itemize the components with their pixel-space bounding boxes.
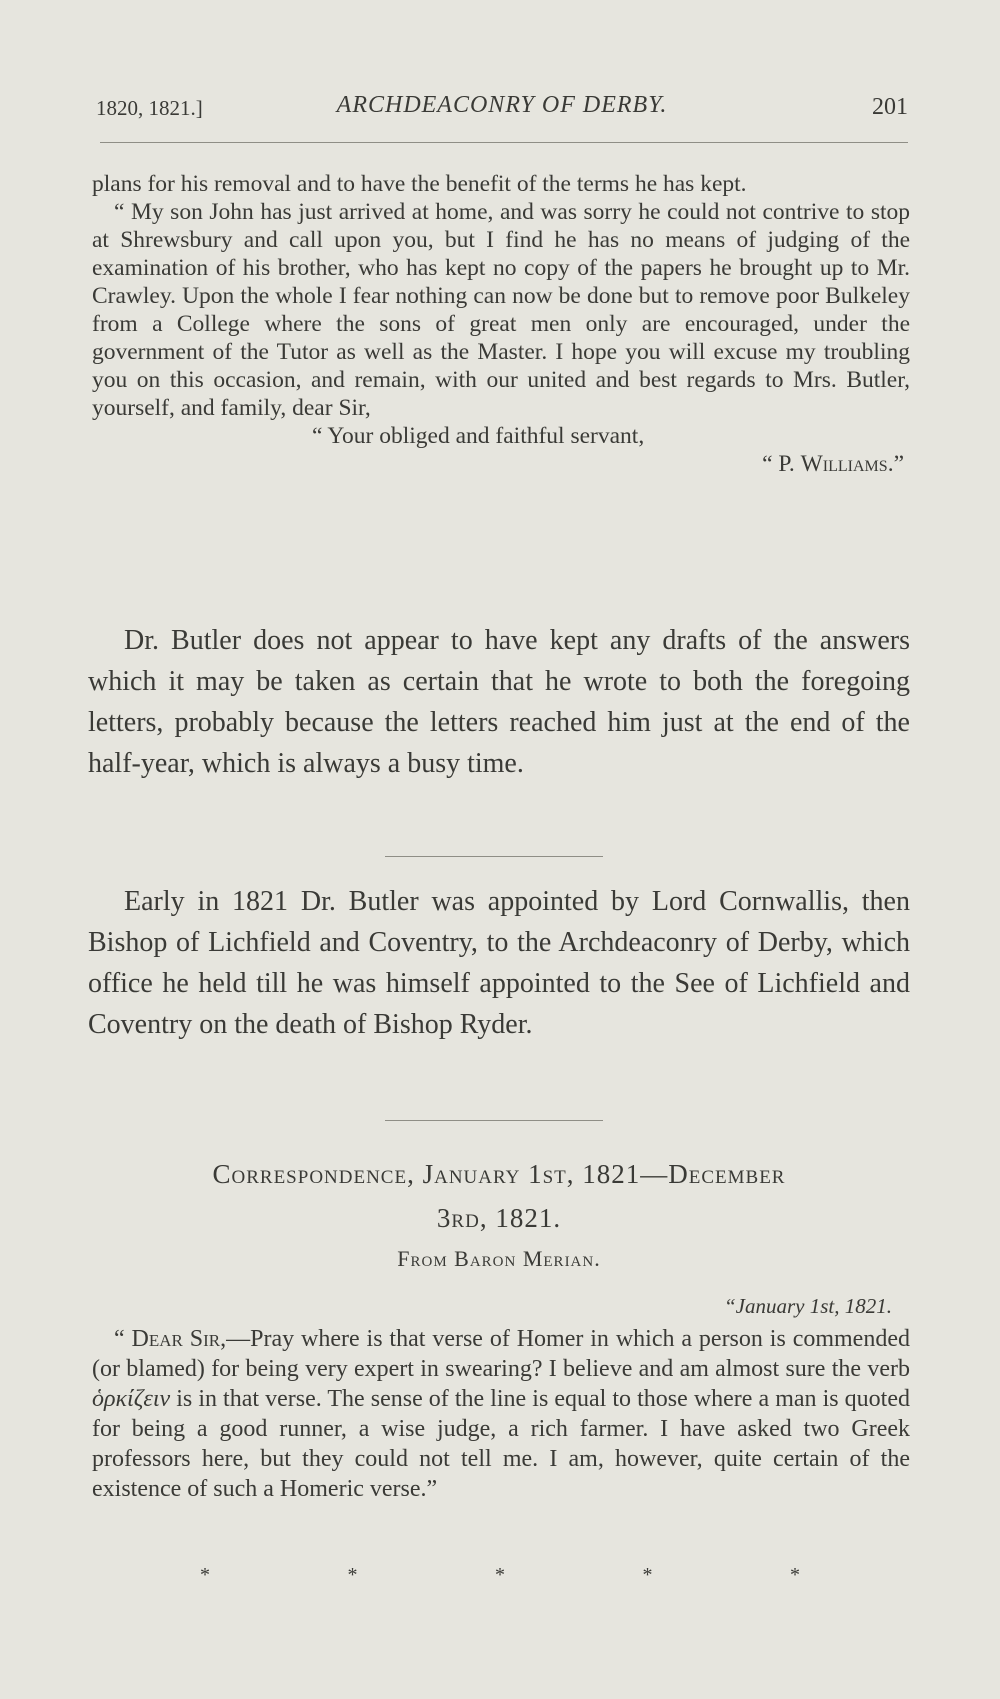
letter-date: “January 1st, 1821. — [724, 1294, 892, 1318]
letter-merian-salutation: “ Dear Sir, — [114, 1326, 227, 1352]
asterisk-ornament: * — [495, 1564, 505, 1586]
section-separator — [385, 856, 603, 857]
letter-williams-paragraph-1: plans for his removal and to have the benefit of the terms he has kept. — [92, 171, 747, 197]
running-head-years: 1820, 1821.] — [96, 96, 203, 120]
running-head — [96, 92, 908, 126]
asterisk-ornament: * — [200, 1564, 210, 1586]
section-separator — [385, 1120, 603, 1121]
letter-merian-body: “ Dear Sir,—Pray where is that verse of Homer in which a person is commended (or blamed) for being very expert in swearing? I believe and am almost sure the verb ὁρκίζειν is in that verse. The sense of the line is equal to those where a man is quoted for being a good runner, a wise judge, a rich farmer. I have asked two Greek professors here, but they could not tell me. I am, however, quite certain of the existence of such a Homeric verse.” — [92, 1326, 910, 1502]
running-head-title: ARCHDEACONRY OF DERBY. — [336, 92, 668, 118]
narrative-paragraph-2: Early in 1821 Dr. Butler was appointed by Lord Cornwallis, then Bishop of Lichfield and Coventry, to the Archdeaconry of Derby, which office he held till he was himself appointed to the See of Lichfield and Coventry on the death of Bishop Ryder. — [88, 886, 910, 1040]
greek-word: ὁρκίζειν — [92, 1386, 171, 1412]
asterisk-ornament: * — [642, 1564, 653, 1586]
letter-williams-paragraph-2: “ My son John has just arrived at home, and was sorry he could not contrive to stop at Shrewsbury and call upon you, but I find he has no means of judging of the examination of his brother, who has kept no copy of the papers he brought up to Mr. Crawley. Upon the whole I fear nothing can now be done but to remove poor Bulkeley from a College where the sons of great men only are encouraged, under the government of the Tutor as well as the Master. I hope you will excuse my troubling you on this occasion, and remain, with our united and best regards to Mrs. Butler, yourself, and family, dear Sir, — [92, 199, 910, 421]
letter-williams — [92, 170, 910, 478]
section-heading-line-2: 3rd, 1821. — [436, 1203, 562, 1233]
letter-williams-signature: “ P. Williams.” — [762, 451, 904, 477]
header-rule — [100, 142, 908, 143]
asterisk-ornament: * — [790, 1564, 800, 1586]
letter-williams-closing: “ Your obliged and faithful servant, — [312, 423, 645, 449]
narrative-paragraph-1: Dr. Butler does not appear to have kept any drafts of the answers which it may be taken as certain that he wrote to both the foregoing letters, probably because the letters reached him just at the end of the half-year, which is always a busy time. — [88, 625, 910, 779]
section-heading-line-1: Correspondence, January 1st, 1821—December — [212, 1159, 786, 1189]
ornament-asterisks — [200, 1564, 800, 1587]
letter-merian — [92, 1324, 910, 1504]
page-number: 201 — [872, 94, 908, 120]
letter-from-line: From Baron Merian. — [397, 1246, 601, 1271]
asterisk-ornament: * — [347, 1564, 358, 1586]
section-heading — [88, 1152, 910, 1240]
